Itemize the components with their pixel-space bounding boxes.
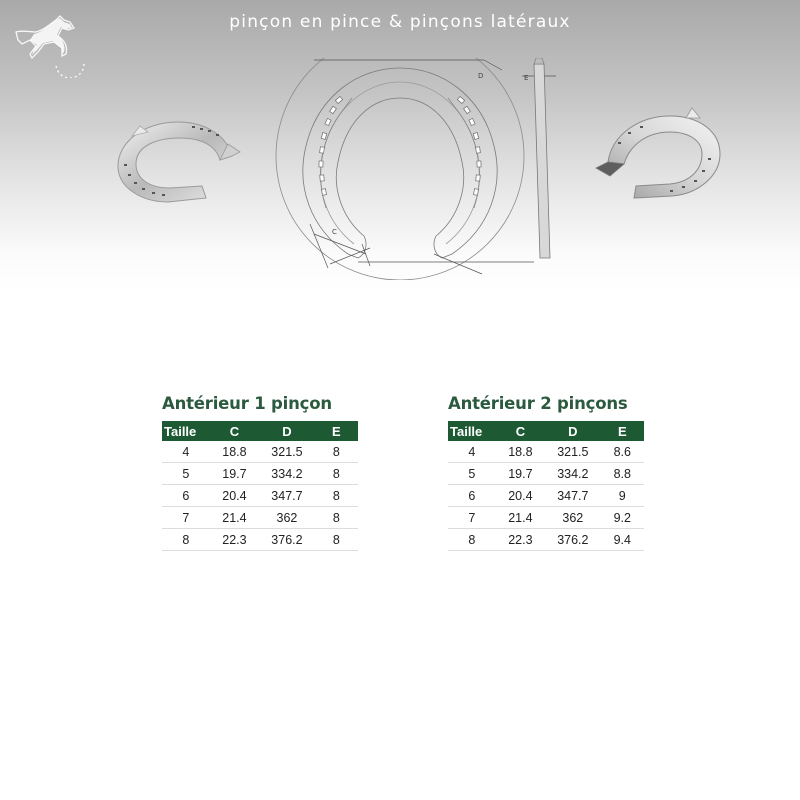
column-header-d: D <box>568 423 578 439</box>
header-banner <box>0 0 800 290</box>
cell-e: 9.2 <box>601 507 644 529</box>
cell-c: 21.4 <box>210 507 259 529</box>
cell-d: 362 <box>545 507 600 529</box>
column-header-c: C <box>515 423 526 439</box>
cell-d: 321.5 <box>545 441 600 463</box>
cell-c: 18.8 <box>496 441 545 463</box>
table-anterieur-2-pincons <box>448 394 644 551</box>
cell-c: 20.4 <box>210 485 259 507</box>
table-row <box>162 507 358 529</box>
size-table <box>162 421 358 551</box>
cell-d: 362 <box>259 507 315 529</box>
table-header-row <box>162 421 358 441</box>
cell-taille: 8 <box>162 529 210 551</box>
cell-e: 8 <box>315 529 358 551</box>
cell-d: 376.2 <box>545 529 600 551</box>
cell-e: 8 <box>315 507 358 529</box>
table-row <box>162 441 358 463</box>
cell-c: 21.4 <box>496 507 545 529</box>
cell-d: 334.2 <box>259 463 315 485</box>
table-title: Antérieur 1 pinçon <box>162 394 332 413</box>
cell-c: 19.7 <box>210 463 259 485</box>
cell-e: 8 <box>315 463 358 485</box>
cell-e: 8 <box>315 485 358 507</box>
page-title: pinçon en pince & pinçons latéraux <box>229 12 571 32</box>
cell-taille: 8 <box>448 529 496 551</box>
table-row <box>448 507 644 529</box>
horseshoe-right-image <box>588 102 728 202</box>
cell-taille: 5 <box>448 463 496 485</box>
size-table <box>448 421 644 551</box>
table-anterieur-1-pincon <box>162 394 358 551</box>
table-row <box>448 441 644 463</box>
table-row <box>162 463 358 485</box>
cell-e: 8 <box>315 441 358 463</box>
cell-taille: 4 <box>162 441 210 463</box>
cell-taille: 7 <box>448 507 496 529</box>
column-header-taille: Taille <box>164 423 197 439</box>
cell-d: 321.5 <box>259 441 315 463</box>
table-row <box>162 529 358 551</box>
cell-d: 347.7 <box>545 485 600 507</box>
cell-taille: 7 <box>162 507 210 529</box>
cell-d: 347.7 <box>259 485 315 507</box>
horseshoe-dimension-diagram <box>270 58 570 280</box>
table-title: Antérieur 2 pinçons <box>448 394 628 413</box>
column-header-e: E <box>617 423 627 439</box>
cell-c: 19.7 <box>496 463 545 485</box>
dimension-label-e: E <box>524 74 529 82</box>
cell-taille: 5 <box>162 463 210 485</box>
cell-c: 20.4 <box>496 485 545 507</box>
cell-c: 22.3 <box>210 529 259 551</box>
cell-c: 18.8 <box>210 441 259 463</box>
horseshoe-left-image <box>108 112 246 212</box>
table-row <box>448 463 644 485</box>
cell-e: 9 <box>601 485 644 507</box>
cell-c: 22.3 <box>496 529 545 551</box>
table-row <box>448 529 644 551</box>
cell-taille: 6 <box>448 485 496 507</box>
column-header-taille: Taille <box>450 423 483 439</box>
dimension-label-d: D <box>478 72 484 80</box>
column-header-e: E <box>332 423 341 439</box>
cell-taille: 6 <box>162 485 210 507</box>
dimension-label-c: C <box>332 228 337 236</box>
cell-d: 334.2 <box>545 463 600 485</box>
table-row <box>162 485 358 507</box>
cell-d: 376.2 <box>259 529 315 551</box>
column-header-c: C <box>229 423 240 439</box>
column-header-d: D <box>282 423 292 439</box>
table-row <box>448 485 644 507</box>
cell-taille: 4 <box>448 441 496 463</box>
cell-e: 8.6 <box>601 441 644 463</box>
table-header-row <box>448 421 644 441</box>
cell-e: 9.4 <box>601 529 644 551</box>
cell-e: 8.8 <box>601 463 644 485</box>
